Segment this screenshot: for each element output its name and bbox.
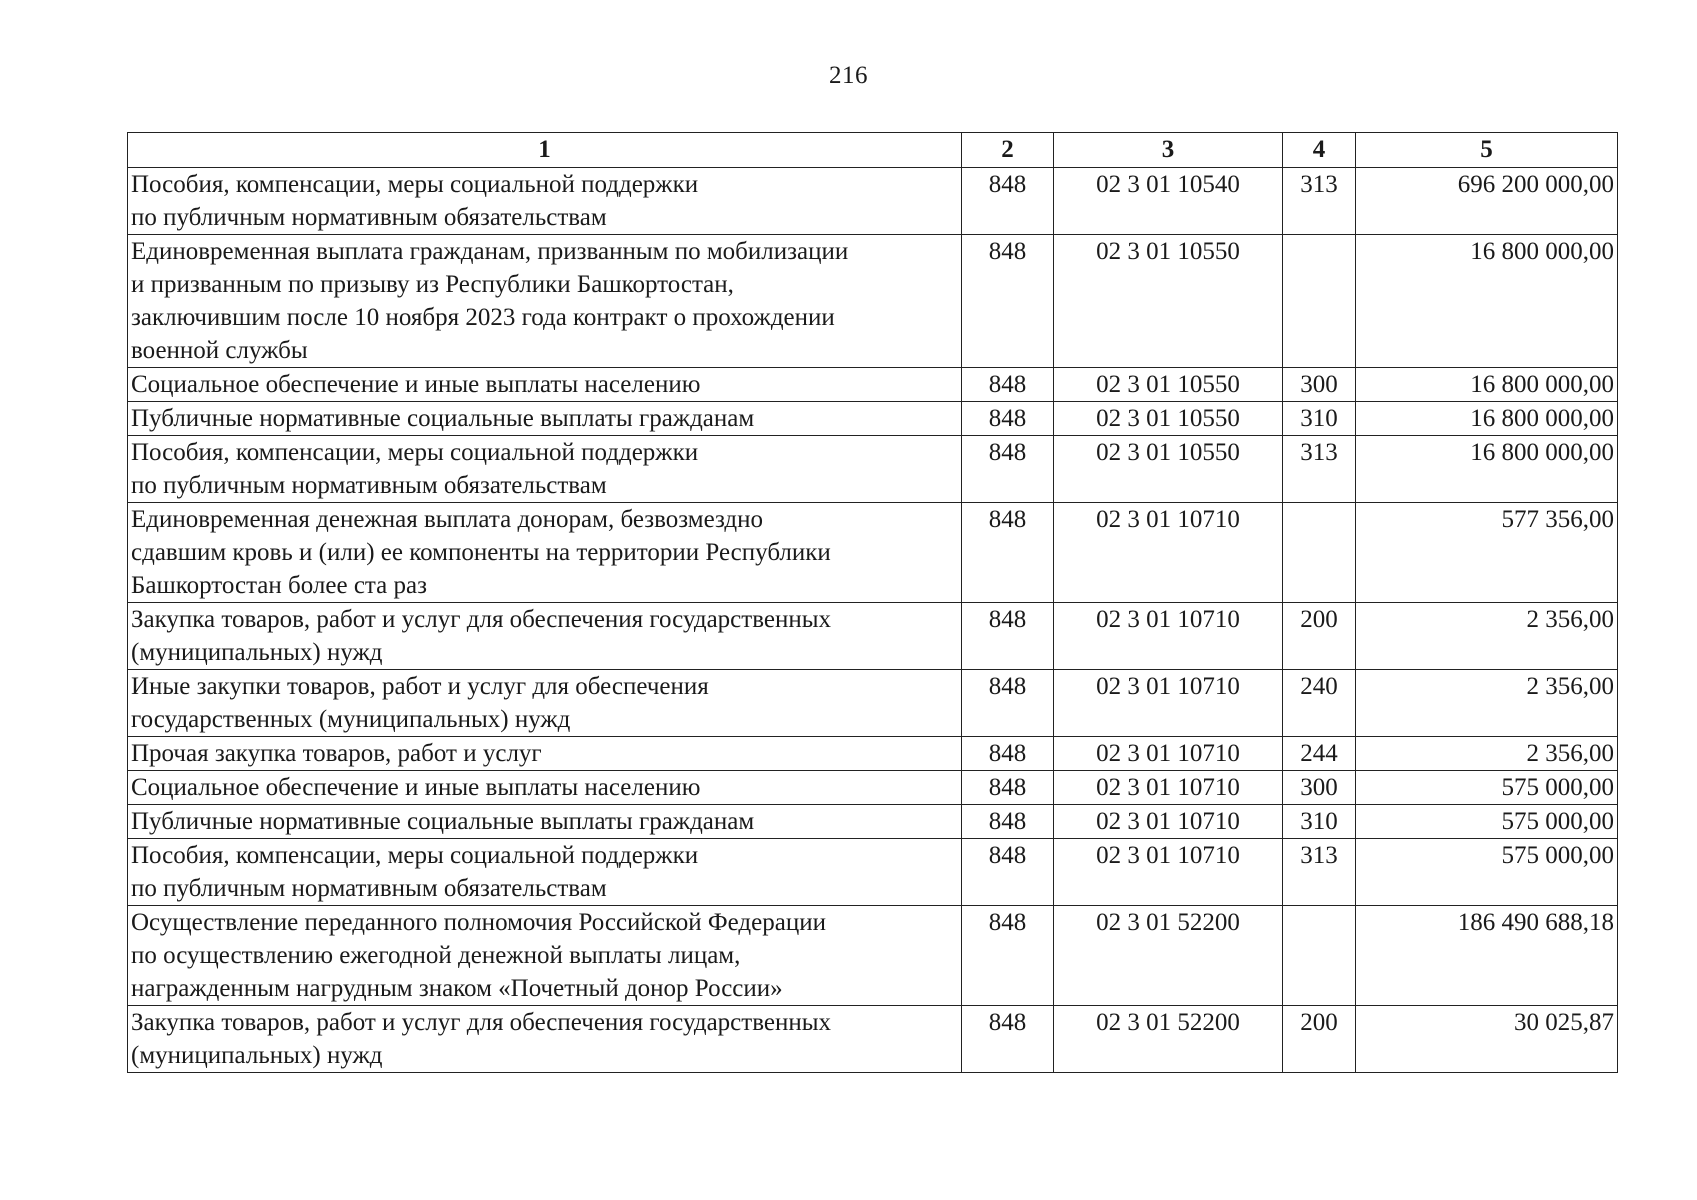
row-name-cell: Пособия, компенсации, меры социальной поддержки по публичным нормативным обязательствам	[128, 839, 962, 906]
column-header-type: 4	[1283, 133, 1356, 168]
table-row	[128, 771, 1618, 805]
row-amount-cell: 2 356,00	[1356, 737, 1618, 771]
row-type-cell: 300	[1283, 368, 1356, 402]
table-row	[128, 737, 1618, 771]
table-row	[128, 603, 1618, 670]
row-target-cell: 02 3 01 10550	[1054, 235, 1283, 368]
table-row	[128, 503, 1618, 603]
row-type-cell: 313	[1283, 436, 1356, 503]
row-ministry-cell: 848	[962, 737, 1054, 771]
row-target-cell: 02 3 01 10710	[1054, 670, 1283, 737]
row-amount-cell: 2 356,00	[1356, 670, 1618, 737]
row-name-cell: Социальное обеспечение и иные выплаты населению	[128, 368, 962, 402]
table-row	[128, 805, 1618, 839]
row-ministry-cell: 848	[962, 1006, 1054, 1073]
row-ministry-cell: 848	[962, 805, 1054, 839]
row-amount-cell: 16 800 000,00	[1356, 235, 1618, 368]
row-target-cell: 02 3 01 10710	[1054, 839, 1283, 906]
row-ministry-cell: 848	[962, 235, 1054, 368]
table-row	[128, 368, 1618, 402]
row-type-cell: 200	[1283, 603, 1356, 670]
row-type-cell	[1283, 503, 1356, 603]
row-target-cell: 02 3 01 10710	[1054, 603, 1283, 670]
row-name-cell: Единовременная выплата гражданам, призванным по мобилизации и призванным по призыву из Республики Башкортостан, заключившим после 10 ноября 2023 года контракт о прохождении военной службы	[128, 235, 962, 368]
table-header-row	[128, 133, 1618, 168]
row-type-cell	[1283, 235, 1356, 368]
row-type-cell: 200	[1283, 1006, 1356, 1073]
row-target-cell: 02 3 01 10540	[1054, 168, 1283, 235]
column-header-target: 3	[1054, 133, 1283, 168]
row-ministry-cell: 848	[962, 670, 1054, 737]
table-row	[128, 839, 1618, 906]
row-name-cell: Иные закупки товаров, работ и услуг для обеспечения государственных (муниципальных) нужд	[128, 670, 962, 737]
row-amount-cell: 575 000,00	[1356, 805, 1618, 839]
column-header-ministry: 2	[962, 133, 1054, 168]
table-row	[128, 670, 1618, 737]
budget-table	[127, 132, 1618, 1073]
table-row	[128, 1006, 1618, 1073]
row-amount-cell: 2 356,00	[1356, 603, 1618, 670]
row-type-cell: 244	[1283, 737, 1356, 771]
row-ministry-cell: 848	[962, 436, 1054, 503]
row-amount-cell: 16 800 000,00	[1356, 436, 1618, 503]
row-name-cell: Публичные нормативные социальные выплаты гражданам	[128, 805, 962, 839]
row-name-cell: Пособия, компенсации, меры социальной поддержки по публичным нормативным обязательствам	[128, 168, 962, 235]
row-ministry-cell: 848	[962, 603, 1054, 670]
row-name-cell: Пособия, компенсации, меры социальной поддержки по публичным нормативным обязательствам	[128, 436, 962, 503]
column-header-amount: 5	[1356, 133, 1618, 168]
row-target-cell: 02 3 01 10710	[1054, 771, 1283, 805]
row-amount-cell: 575 000,00	[1356, 839, 1618, 906]
row-target-cell: 02 3 01 52200	[1054, 906, 1283, 1006]
row-name-cell: Осуществление переданного полномочия Российской Федерации по осуществлению ежегодной денежной выплаты лицам, награжденным нагрудным знаком «Почетный донор России»	[128, 906, 962, 1006]
row-ministry-cell: 848	[962, 839, 1054, 906]
row-type-cell: 300	[1283, 771, 1356, 805]
row-target-cell: 02 3 01 10550	[1054, 368, 1283, 402]
row-amount-cell: 696 200 000,00	[1356, 168, 1618, 235]
row-amount-cell: 186 490 688,18	[1356, 906, 1618, 1006]
row-ministry-cell: 848	[962, 368, 1054, 402]
row-target-cell: 02 3 01 10550	[1054, 402, 1283, 436]
row-amount-cell: 16 800 000,00	[1356, 368, 1618, 402]
row-name-cell: Прочая закупка товаров, работ и услуг	[128, 737, 962, 771]
row-ministry-cell: 848	[962, 906, 1054, 1006]
row-ministry-cell: 848	[962, 771, 1054, 805]
row-target-cell: 02 3 01 52200	[1054, 1006, 1283, 1073]
row-amount-cell: 30 025,87	[1356, 1006, 1618, 1073]
table-row	[128, 906, 1618, 1006]
row-name-cell: Закупка товаров, работ и услуг для обеспечения государственных (муниципальных) нужд	[128, 603, 962, 670]
table-row	[128, 402, 1618, 436]
table-row	[128, 168, 1618, 235]
row-ministry-cell: 848	[962, 503, 1054, 603]
row-name-cell: Закупка товаров, работ и услуг для обеспечения государственных (муниципальных) нужд	[128, 1006, 962, 1073]
row-type-cell	[1283, 906, 1356, 1006]
row-name-cell: Социальное обеспечение и иные выплаты населению	[128, 771, 962, 805]
row-amount-cell: 16 800 000,00	[1356, 402, 1618, 436]
row-type-cell: 313	[1283, 839, 1356, 906]
table-row	[128, 436, 1618, 503]
row-target-cell: 02 3 01 10710	[1054, 805, 1283, 839]
row-target-cell: 02 3 01 10550	[1054, 436, 1283, 503]
row-amount-cell: 575 000,00	[1356, 771, 1618, 805]
row-name-cell: Публичные нормативные социальные выплаты гражданам	[128, 402, 962, 436]
table-row	[128, 235, 1618, 368]
row-type-cell: 310	[1283, 805, 1356, 839]
row-target-cell: 02 3 01 10710	[1054, 737, 1283, 771]
row-type-cell: 313	[1283, 168, 1356, 235]
row-type-cell: 310	[1283, 402, 1356, 436]
row-amount-cell: 577 356,00	[1356, 503, 1618, 603]
row-name-cell: Единовременная денежная выплата донорам, безвозмездно сдавшим кровь и (или) ее компоненты на территории Республики Башкортостан более ста раз	[128, 503, 962, 603]
row-ministry-cell: 848	[962, 168, 1054, 235]
row-type-cell: 240	[1283, 670, 1356, 737]
row-ministry-cell: 848	[962, 402, 1054, 436]
column-header-name: 1	[128, 133, 962, 168]
page-number: 216	[829, 62, 868, 89]
row-target-cell: 02 3 01 10710	[1054, 503, 1283, 603]
